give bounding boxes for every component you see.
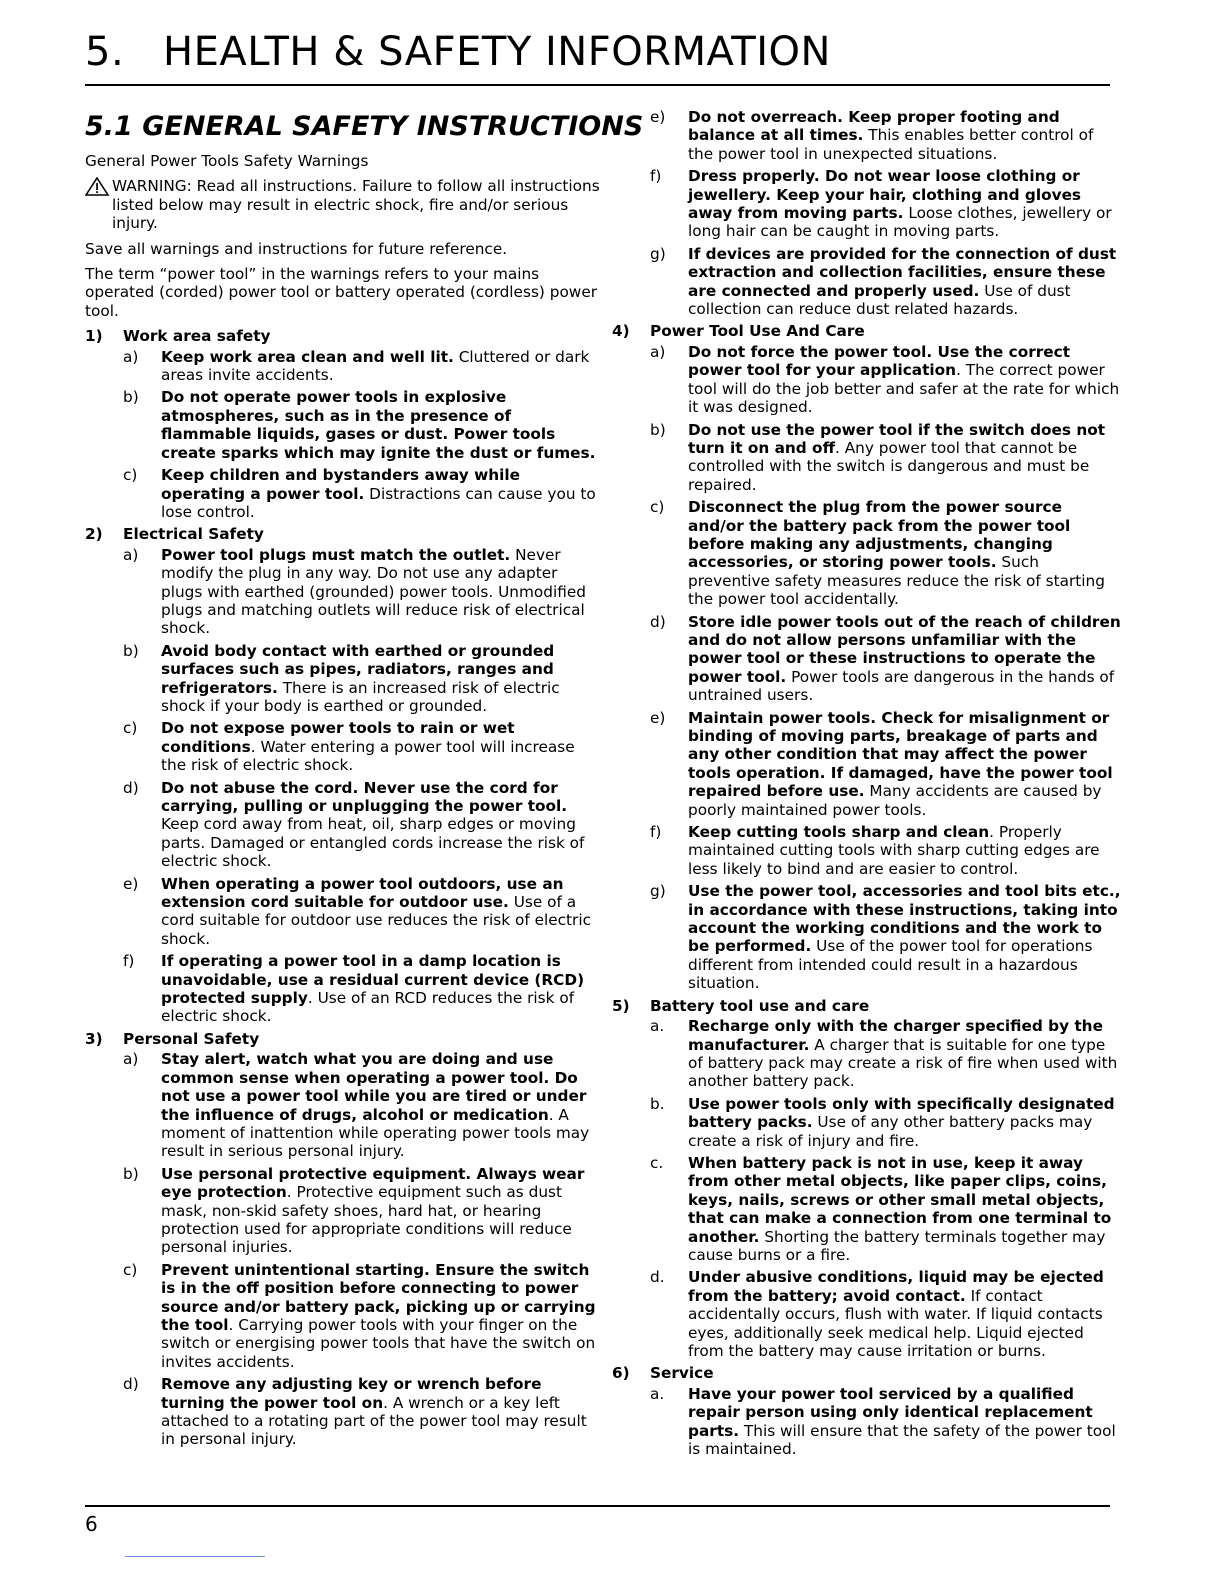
- section-heading-text: Power Tool Use And Care: [650, 322, 865, 341]
- item-bold-text: Do not operate power tools in explosive atmospheres, such as in the presence of flammable liquids, gases or dust. Power tools create sparks which may ignite the dust or fumes.: [161, 388, 596, 462]
- item-letter: b): [123, 1164, 139, 1183]
- item-bold-text: Keep work area clean and well lit.: [161, 347, 454, 366]
- section-heading: [85, 327, 600, 345]
- section-battery-tool-use-and-care: [612, 997, 1127, 1361]
- section-heading-text: Service: [650, 1364, 714, 1383]
- item-body-text: This enables better control of the power tool in unexpected situations.: [688, 126, 1094, 163]
- item-letter: d): [123, 1375, 139, 1394]
- section-personal-safety: [85, 1030, 600, 1449]
- section-heading-text: Battery tool use and care: [650, 996, 870, 1015]
- item-letter: b): [123, 388, 139, 407]
- item-text: [161, 875, 600, 949]
- item-letter: c): [123, 466, 138, 485]
- item-bold-text: If devices are provided for the connection of dust extraction and collection facilities, ensure these are connected and properly used.: [688, 244, 1117, 300]
- section-heading: [612, 997, 1127, 1015]
- item-text: [161, 779, 600, 871]
- item-text: [161, 388, 600, 462]
- section-service: [612, 1364, 1127, 1458]
- list-item: [85, 466, 600, 521]
- footer-rule: [85, 1505, 1110, 1507]
- item-bold-text: Stay alert, watch what you are doing and use common sense when operating a power tool. Do not use a power tool while you are tired or under the influence of drugs, alcohol or medication: [161, 1050, 587, 1124]
- item-body-text: . A moment of inattention while operating power tools may result in serious personal injury.: [161, 1105, 590, 1161]
- item-letter: a): [123, 347, 139, 366]
- item-bold-text: Do not abuse the cord. Never use the cord for carrying, pulling or unplugging the power tool.: [161, 778, 568, 815]
- list-item: [85, 1165, 600, 1257]
- list-item: [612, 1095, 1127, 1150]
- item-text: [161, 546, 600, 638]
- item-body-text: . Any power tool that cannot be controlled with the switch is dangerous and must be repaired.: [688, 438, 1090, 494]
- list-item: [612, 421, 1127, 495]
- item-bold-text: Disconnect the plug from the power source and/or the battery pack from the power tool before making any adjustments, changing accessories, or storing power tools.: [688, 498, 1071, 572]
- section-heading-text: Personal Safety: [123, 1029, 260, 1048]
- header-rule: [85, 84, 1110, 86]
- item-body-text: Use of the power tool for operations different from intended could result in a hazardous situation.: [688, 937, 1093, 993]
- list-item: [85, 388, 600, 462]
- item-letter: f): [123, 952, 135, 971]
- list-item: [85, 1050, 600, 1160]
- item-bold-text: Use personal protective equipment. Always wear eye protection: [161, 1164, 585, 1202]
- item-letter: b.: [650, 1094, 665, 1113]
- item-body-text: Keep cord away from heat, oil, sharp edges or moving parts. Damaged or entangled cords increase the risk of electric shock.: [161, 815, 585, 871]
- item-bold-text: Remove any adjusting key or wrench before turning the power tool on: [161, 1375, 542, 1412]
- item-text: [688, 1268, 1127, 1360]
- item-text: [688, 823, 1127, 878]
- page-title: [85, 30, 831, 74]
- section-num: 2): [85, 525, 103, 544]
- item-text: [688, 1385, 1127, 1459]
- item-text: [688, 1017, 1127, 1091]
- item-body-text: Cluttered or dark areas invite accidents.: [161, 347, 590, 385]
- item-body-text: . Protective equipment such as dust mask, non-skid safety shoes, hard hat, or hearing protection used for appropriate conditions will reduce personal injuries.: [161, 1183, 572, 1257]
- list-item: [612, 108, 1127, 163]
- item-body-text: There is an increased risk of electric shock if your body is earthed or grounded.: [161, 678, 560, 715]
- section-heading-text: Work area safety: [123, 327, 271, 346]
- item-bold-text: Do not use the power tool if the switch does not turn it on and off: [688, 420, 1106, 457]
- right-column: [612, 108, 1127, 1462]
- intro-line: General Power Tools Safety Warnings: [85, 152, 369, 170]
- item-body-text: Use of any other battery packs may create a risk of injury and fire.: [688, 1113, 1093, 1150]
- item-letter: c.: [650, 1153, 664, 1172]
- warning-triangle-icon: [85, 177, 111, 196]
- save-instructions-text: Save all warnings and instructions for future reference.: [85, 239, 508, 258]
- item-body-text: Use of a cord suitable for outdoor use reduces the risk of electric shock.: [161, 893, 592, 948]
- list-item: [612, 498, 1127, 608]
- item-body-text: Loose clothes, jewellery or long hair can be caught in moving parts.: [688, 204, 1112, 241]
- item-text: [688, 613, 1127, 705]
- list-item: [85, 546, 600, 638]
- item-text: [688, 709, 1127, 819]
- item-letter: a.: [650, 1384, 665, 1403]
- item-bold-text: Store idle power tools out of the reach of children and do not allow persons unfamiliar with the power tool or these instructions to operate the power tool.: [688, 612, 1121, 686]
- list-item: [85, 348, 600, 385]
- item-body-text: Never modify the plug in any way. Do not use any adapter plugs with earthed (grounded) power tools. Unmodified plugs and matching outlets will reduce risk of electrical shock.: [161, 545, 586, 638]
- item-letter: c): [650, 498, 665, 517]
- list-item: [85, 1375, 600, 1449]
- item-letter: e): [123, 874, 139, 893]
- section-num: 1): [85, 327, 103, 346]
- item-text: [688, 1095, 1127, 1150]
- item-bold-text: Do not overreach. Keep proper footing and balance at all times.: [688, 108, 1060, 145]
- item-letter: d): [123, 778, 139, 797]
- section-heading-text: Electrical Safety: [123, 525, 264, 544]
- section-heading: [612, 1364, 1127, 1382]
- section-num: 6): [612, 1364, 630, 1383]
- list-item: [612, 882, 1127, 992]
- item-bold-text: Dress properly. Do not wear loose clothing or jewellery. Keep your hair, clothing and gloves away from moving parts.: [688, 167, 1082, 223]
- list-item: [612, 709, 1127, 819]
- item-letter: e): [650, 708, 666, 727]
- item-bold-text: Recharge only with the charger specified by the manufacturer.: [688, 1017, 1103, 1054]
- subsection-heading: 5.1 GENERAL SAFETY INSTRUCTIONS: [85, 111, 644, 142]
- item-bold-text: Do not expose power tools to rain or wet conditions: [161, 719, 515, 756]
- item-body-text: Shorting the battery terminals together may cause burns or a fire.: [688, 1227, 1106, 1264]
- section-num: 5): [612, 996, 630, 1015]
- item-body-text: . Properly maintained cutting tools with sharp cutting edges are less likely to bind and are easier to control.: [688, 823, 1100, 878]
- item-bold-text: When battery pack is not in use, keep it away from other metal objects, like paper clips, coins, keys, nails, screws or other small metal objects, that can make a connection from one terminal to another.: [688, 1153, 1112, 1246]
- item-body-text: Use of dust collection can reduce dust related hazards.: [688, 281, 1071, 319]
- section-heading: [85, 525, 600, 543]
- item-body-text: . Carrying power tools with your finger on the switch or energising power tools that have the switch on invites accidents.: [161, 1315, 596, 1371]
- section-number: 5.: [85, 29, 125, 75]
- item-letter: d.: [650, 1268, 665, 1287]
- item-bold-text: When operating a power tool outdoors, use an extension cord suitable for outdoor use.: [161, 874, 564, 912]
- item-body-text: Power tools are dangerous in the hands of untrained users.: [688, 667, 1115, 705]
- list-item: [85, 875, 600, 949]
- power-tool-term-text: The term “power tool” in the warnings refers to your mains operated (corded) power tool or battery operated (cordless) power tool.: [85, 265, 598, 320]
- item-body-text: A charger that is suitable for one type of battery pack may create a risk of fire when used with another battery pack.: [688, 1035, 1118, 1091]
- item-letter: a.: [650, 1017, 665, 1036]
- section-num: 4): [612, 322, 630, 341]
- section-electrical-safety: [85, 525, 600, 1026]
- item-letter: a): [650, 342, 666, 361]
- item-bold-text: Use the power tool, accessories and tool bits etc., in accordance with these instructions, taking into account the working conditions and the work to be performed.: [688, 882, 1121, 956]
- item-text: [161, 952, 600, 1026]
- item-body-text: . The correct power tool will do the job better and safer at the rate for which it was designed.: [688, 361, 1120, 417]
- item-text: [161, 642, 600, 716]
- section-work-area-safety: [85, 327, 600, 521]
- item-body-text: . A wrench or a key left attached to a rotating part of the power tool may result in personal injury.: [161, 1393, 587, 1449]
- list-item: [85, 642, 600, 716]
- item-bold-text: Keep children and bystanders away while operating a power tool.: [161, 466, 520, 503]
- item-letter: b): [650, 420, 666, 439]
- list-item: [612, 167, 1127, 241]
- item-text: [161, 1050, 600, 1160]
- item-bold-text: Do not force the power tool. Use the correct power tool for your application: [688, 342, 1071, 380]
- item-text: [161, 1261, 600, 1371]
- item-text: [688, 1154, 1127, 1264]
- item-letter: d): [650, 612, 666, 631]
- item-text: [688, 108, 1127, 163]
- item-letter: b): [123, 641, 139, 660]
- item-bold-text: Keep cutting tools sharp and clean: [688, 823, 990, 842]
- item-bold-text: Under abusive conditions, liquid may be ejected from the battery; avoid contact.: [688, 1268, 1104, 1305]
- warning-paragraph: [85, 177, 600, 232]
- item-body-text: Distractions can cause you to lose control.: [161, 484, 596, 521]
- item-text: [161, 1375, 600, 1449]
- list-item: [85, 952, 600, 1026]
- section-num: 3): [85, 1029, 103, 1048]
- warning-text: WARNING: Read all instructions. Failure to follow all instructions listed below may result in electric shock, fire and/or serious injury.: [112, 177, 600, 233]
- list-item: [612, 1154, 1127, 1264]
- item-text: [688, 343, 1127, 417]
- item-bold-text: Have your power tool serviced by a qualified repair person using only identical replacement parts.: [688, 1384, 1093, 1440]
- list-item: [85, 1261, 600, 1371]
- item-text: [161, 719, 600, 774]
- item-bold-text: Maintain power tools. Check for misalignment or binding of moving parts, breakage of parts and any other condition that may affect the power tools operation. If damaged, have the power tool repaired before use.: [688, 708, 1113, 801]
- item-bold-text: Use power tools only with specifically designated battery packs.: [688, 1094, 1115, 1132]
- item-letter: f): [650, 823, 662, 842]
- item-body-text: Many accidents are caused by poorly maintained power tools.: [688, 782, 1102, 819]
- item-body-text: This will ensure that the safety of the power tool is maintained.: [688, 1421, 1116, 1459]
- list-item: [612, 1385, 1127, 1459]
- item-text: [688, 245, 1127, 319]
- list-item: [612, 823, 1127, 878]
- item-letter: g): [650, 882, 666, 901]
- item-bold-text: If operating a power tool in a damp location is unavoidable, use a residual current device (RCD) protected supply: [161, 952, 585, 1008]
- item-text: [688, 167, 1127, 241]
- item-text: [688, 498, 1127, 608]
- list-item: [612, 1268, 1127, 1360]
- item-letter: g): [650, 244, 666, 263]
- section-heading: [612, 322, 1127, 340]
- item-body-text: . Water entering a power tool will increase the risk of electric shock.: [161, 737, 575, 775]
- left-column: [85, 108, 644, 1453]
- item-letter: c): [123, 1260, 138, 1279]
- item-text: [161, 348, 600, 385]
- list-item: [612, 613, 1127, 705]
- section-title: HEALTH & SAFETY INFORMATION: [163, 29, 831, 75]
- list-item: [85, 719, 600, 774]
- item-letter: a): [123, 545, 139, 564]
- item-body-text: Such preventive safety measures reduce the risk of starting the power tool accidentally.: [688, 553, 1105, 609]
- list-item: [612, 245, 1127, 319]
- item-text: [688, 882, 1127, 992]
- item-text: [161, 1165, 600, 1257]
- item-text: [161, 466, 600, 521]
- item-letter: e): [650, 108, 666, 126]
- item-bold-text: Avoid body contact with earthed or grounded surfaces such as pipes, radiators, ranges and refrigerators.: [161, 641, 555, 697]
- item-letter: f): [650, 167, 662, 186]
- section-heading: [85, 1030, 600, 1048]
- item-letter: a): [123, 1050, 139, 1069]
- item-bold-text: Prevent unintentional starting. Ensure the switch is in the off position before connecting to power source and/or battery pack, picking up or carrying the tool: [161, 1260, 596, 1334]
- item-text: [688, 421, 1127, 495]
- section-personal-safety-continued: [612, 108, 1127, 318]
- page-number: 6: [85, 1512, 98, 1536]
- item-letter: c): [123, 719, 138, 738]
- item-bold-text: Power tool plugs must match the outlet.: [161, 545, 511, 564]
- item-body-text: If contact accidentally occurs, flush with water. If liquid contacts eyes, additionally seek medical help. Liquid ejected from the battery may cause irritation or burns.: [688, 1286, 1103, 1360]
- footer-link-line: [125, 1556, 265, 1557]
- list-item: [85, 779, 600, 871]
- section-power-tool-use-and-care: [612, 322, 1127, 992]
- list-item: [612, 1017, 1127, 1091]
- item-body-text: . Use of an RCD reduces the risk of electric shock.: [161, 989, 575, 1026]
- list-item: [612, 343, 1127, 417]
